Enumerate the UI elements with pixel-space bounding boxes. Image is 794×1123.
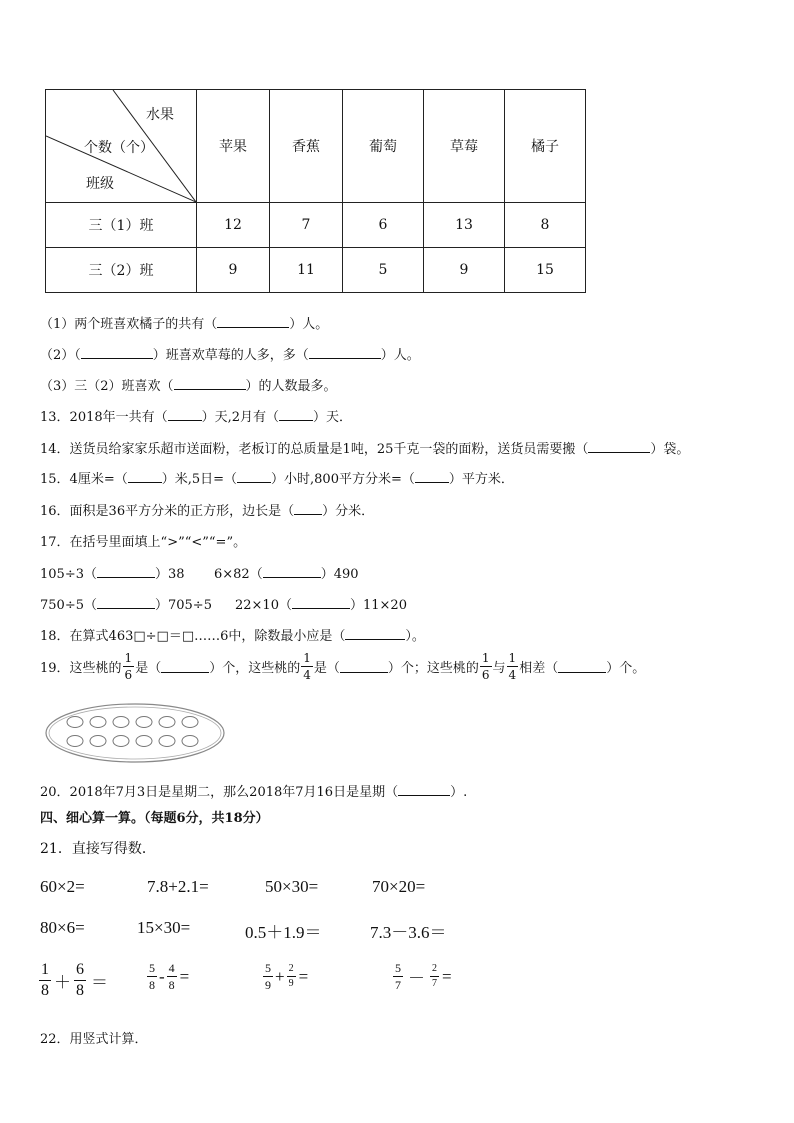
fraction: $\frac{5}{7}$	[395, 961, 401, 992]
table-cell: 12	[197, 203, 270, 248]
answer-blank[interactable]	[237, 470, 271, 483]
table-cell: 13	[424, 203, 505, 248]
fraction-calc-c: $\frac{5}{9}$ + $\frac{2}{9}$ =	[265, 961, 309, 992]
question-15: 15．4厘米=（ ）米,5日=（ ）小时,800平方分米=（ ）平方米．	[40, 472, 514, 487]
fraction-calc-d: $\frac{5}{7}$ － $\frac{2}{7}$ =	[395, 961, 452, 992]
answer-blank[interactable]	[263, 565, 321, 578]
table-diagonal-header	[46, 90, 197, 203]
answer-blank[interactable]	[174, 377, 246, 390]
question-13: 13．2018年一共有（ ）天,2月有（ ）天．	[40, 410, 353, 425]
fraction-one-sixth: $\frac{1}{6}$	[481, 651, 490, 682]
question-20: 20．2018年7月3日是星期二，那么2018年7月16日是星期（ ）.	[40, 785, 468, 800]
fraction: $\frac{6}{8}$	[76, 961, 84, 999]
answer-blank[interactable]	[81, 346, 153, 359]
fruit-table	[45, 89, 586, 293]
header-class: 班级	[86, 176, 114, 192]
class-name: 三（1）班	[46, 203, 197, 248]
table-row	[46, 248, 586, 293]
answer-blank[interactable]	[97, 565, 155, 578]
table-cell: 5	[343, 248, 424, 293]
answer-blank[interactable]	[345, 627, 405, 640]
q12-sub3: （3）三（2）班喜欢（ ）的人数最多。	[40, 379, 337, 394]
fruit-col-header: 苹果	[197, 90, 270, 203]
table-cell: 8	[505, 203, 586, 248]
calc-item: 0.5＋1.9＝	[245, 923, 322, 942]
table-row	[46, 203, 586, 248]
answer-blank[interactable]	[168, 408, 202, 421]
header-fruit: 水果	[146, 107, 174, 123]
fraction-calc-b: $\frac{5}{8}$ - $\frac{4}{8}$ =	[149, 961, 190, 992]
question-18: 18．在算式463□÷□＝□……6中，除数最小应是（ ）。	[40, 629, 425, 644]
q12-sub2: （2）（ ）班喜欢草莓的人多，多（ ）人。	[40, 348, 420, 363]
answer-blank[interactable]	[309, 346, 381, 359]
answer-blank[interactable]	[97, 596, 155, 609]
question-16: 16．面积是36平方分米的正方形，边长是（ ）分米．	[40, 504, 375, 519]
answer-blank[interactable]	[340, 660, 388, 673]
answer-blank[interactable]	[217, 315, 289, 328]
table-cell: 7	[270, 203, 343, 248]
fraction: $\frac{5}{8}$	[149, 961, 155, 992]
question-17-title: 17．在括号里面填上“>”“<”“=”。	[40, 535, 247, 550]
class-name: 三（2）班	[46, 248, 197, 293]
calc-item: 7.8+2.1=	[147, 877, 209, 896]
answer-blank[interactable]	[415, 470, 449, 483]
q17-item: 22×10（ ）11×20	[235, 598, 407, 613]
fraction: $\frac{1}{8}$	[41, 961, 49, 999]
fruit-col-header: 草莓	[424, 90, 505, 203]
table-cell: 15	[505, 248, 586, 293]
answer-blank[interactable]	[588, 440, 650, 453]
answer-blank[interactable]	[558, 660, 606, 673]
calc-item: 80×6=	[40, 918, 85, 937]
answer-blank[interactable]	[161, 660, 209, 673]
answer-blank[interactable]	[292, 596, 350, 609]
q17-item: 6×82（ ）490	[214, 567, 359, 582]
fraction: $\frac{2}{9}$	[288, 963, 294, 989]
calc-item: 15×30=	[137, 918, 191, 937]
header-count: 个数（个）	[84, 140, 154, 156]
table-cell: 11	[270, 248, 343, 293]
calc-item: 7.3－3.6＝	[370, 923, 447, 942]
table-cell: 9	[197, 248, 270, 293]
question-19: 19．这些桃的 $\frac{1}{6}$ 是（ ）个，这些桃的 $\frac{1}{4}$ 是（ ）个；这些桃的 $\frac{1}{6}$ 与 $\frac{1}{4}$ 相差（ ）个。	[40, 651, 646, 682]
q12-sub1: （1）两个班喜欢橘子的共有（ ）人。	[40, 317, 329, 332]
table-cell: 9	[424, 248, 505, 293]
question-22-title: 22．用竖式计算．	[40, 1032, 148, 1047]
question-14: 14．送货员给家家乐超市送面粉，老板订的总质量是1吨，25千克一袋的面粉，送货员需要搬（ ）袋。	[40, 442, 690, 457]
fraction-one-sixth: $\frac{1}{6}$	[124, 651, 133, 682]
fraction-calc-a: $\frac{1}{8}$ ＋ $\frac{6}{8}$ ＝	[41, 961, 108, 999]
peach-plate-illustration	[44, 702, 226, 764]
section-heading: 四、细心算一算。（每题6分，共18分）	[40, 811, 269, 826]
answer-blank[interactable]	[294, 502, 322, 515]
fraction: $\frac{5}{9}$	[265, 961, 271, 992]
table-cell: 6	[343, 203, 424, 248]
answer-blank[interactable]	[279, 408, 313, 421]
fraction: $\frac{2}{7}$	[432, 963, 437, 989]
fraction-one-quarter: $\frac{1}{4}$	[303, 651, 311, 682]
fruit-col-header: 橘子	[505, 90, 586, 203]
calc-item: 70×20=	[372, 877, 426, 896]
fruit-col-header: 葡萄	[343, 90, 424, 203]
q17-item: 750÷5（ ）705÷5	[40, 598, 212, 613]
answer-blank[interactable]	[128, 470, 162, 483]
calc-item: 50×30=	[265, 877, 319, 896]
answer-blank[interactable]	[398, 783, 450, 796]
fruit-col-header: 香蕉	[270, 90, 343, 203]
fraction-one-quarter: $\frac{1}{4}$	[508, 651, 517, 682]
question-21-title: 21．直接写得数．	[40, 841, 156, 857]
calc-item: 60×2=	[40, 877, 85, 896]
q17-item: 105÷3（ ）38	[40, 567, 185, 582]
fraction: $\frac{4}{8}$	[168, 961, 175, 992]
